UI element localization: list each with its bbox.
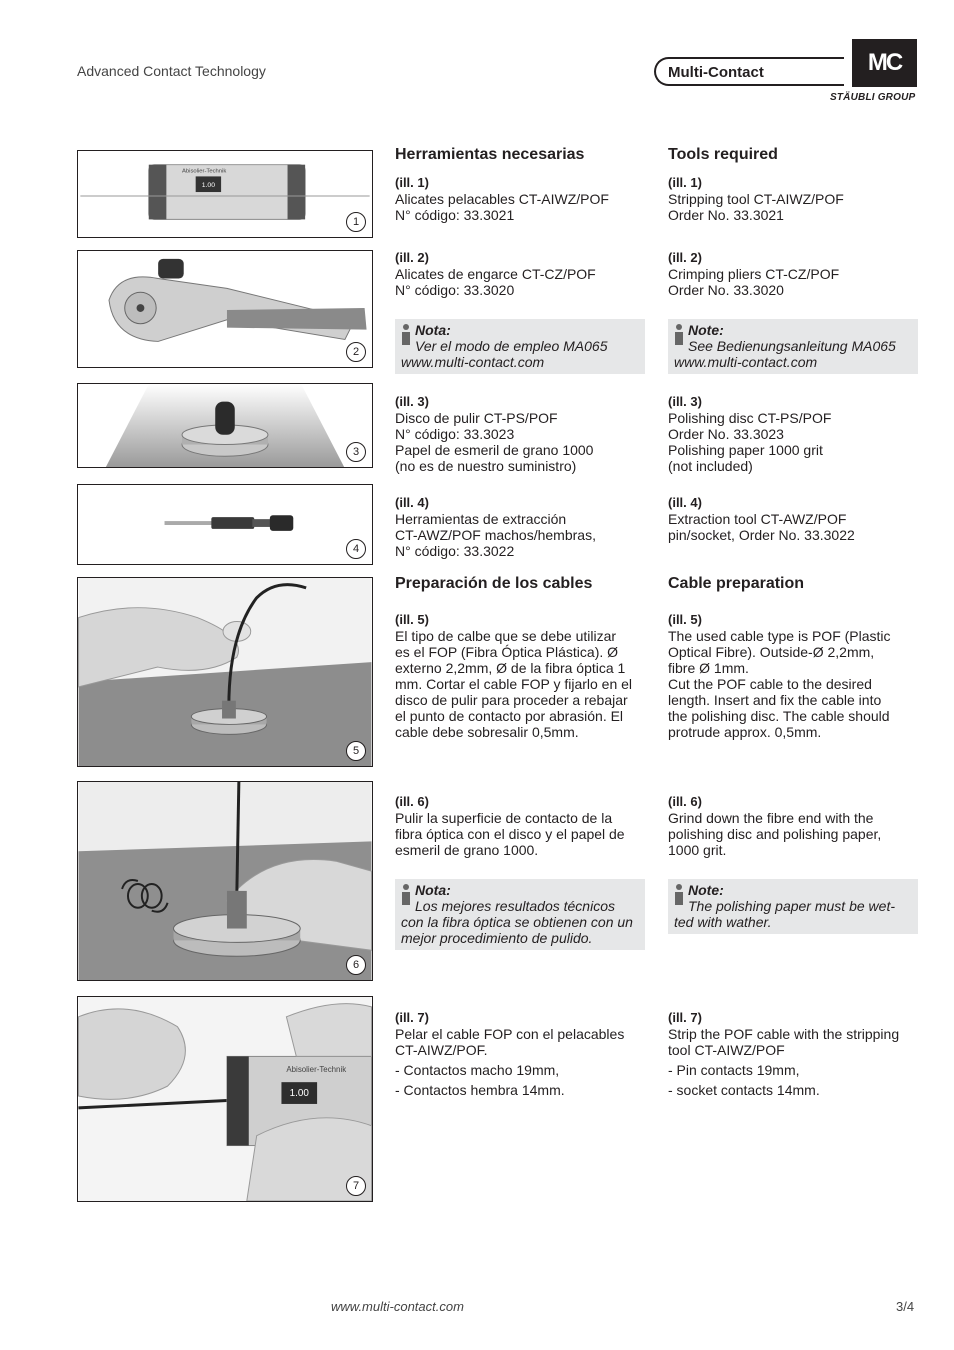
en-note2-line1: The polishing paper must be wet- — [688, 898, 895, 914]
figure-number: 1 — [346, 212, 366, 232]
en-note1-line2[interactable]: www.multi-contact.com — [674, 354, 818, 370]
en-ill1-label: (ill. 1) — [668, 175, 702, 190]
en-note-2 — [668, 879, 918, 934]
figure-3-polishing-disc — [77, 383, 373, 468]
en-ill7-label: (ill. 7) — [668, 1010, 702, 1025]
en-note2-title: Note: — [688, 882, 724, 898]
footer-url[interactable]: www.multi-contact.com — [331, 1299, 464, 1314]
es-note-1 — [395, 319, 645, 374]
en-ill2 — [668, 250, 918, 298]
stripping-tool-image — [78, 151, 372, 237]
es-note1-line1: Ver el modo de empleo MA065 — [415, 338, 608, 354]
figure-4-extraction-tool — [77, 484, 373, 565]
en-ill4-text: Extraction tool CT-AWZ/POF pin/socket, Order No. 33.3022 — [668, 511, 855, 543]
info-icon — [401, 324, 411, 346]
en-ill6-text: Grind down the fibre end with the polishing disc and polishing paper, 1000 grit. — [668, 810, 882, 858]
es-ill3 — [395, 394, 645, 474]
en-note1-line1: See Bedienungsanleitung MA065 — [688, 338, 896, 354]
polishing-disc-image — [78, 384, 372, 467]
es-ill5-label: (ill. 5) — [395, 612, 429, 627]
group-name: STÄUBLI GROUP — [830, 92, 916, 103]
es-ill2-text: Alicates de engarce CT-CZ/POF N° código: 33.3020 — [395, 266, 596, 298]
en-cable-heading: Cable preparation — [668, 575, 805, 592]
en-note2-line2: ted with wather. — [674, 914, 772, 930]
stripping-image — [78, 997, 372, 1201]
es-ill1-text: Alicates pelacables CT-AIWZ/POF N° código: 33.3021 — [395, 191, 609, 223]
en-ill3 — [668, 394, 918, 474]
es-note2-line1: Los mejores resultados técnicos — [415, 898, 615, 914]
en-ill7-item-1: - Pin contacts 19mm, — [668, 1062, 800, 1078]
es-ill4 — [395, 495, 645, 559]
brand-name: Multi-Contact — [654, 57, 844, 86]
en-ill5-label: (ill. 5) — [668, 612, 702, 627]
es-ill3-label: (ill. 3) — [395, 394, 429, 409]
en-ill4 — [668, 495, 918, 543]
gauge-label: 1.00 — [289, 1088, 309, 1100]
figure-number: 6 — [346, 955, 366, 975]
es-ill2-label: (ill. 2) — [395, 250, 429, 265]
es-note1-line2[interactable]: www.multi-contact.com — [401, 354, 545, 370]
en-ill1 — [668, 175, 918, 223]
gauge-label: 1.00 — [201, 182, 216, 190]
en-note1-title: Note: — [688, 322, 724, 338]
en-ill2-label: (ill. 2) — [668, 250, 702, 265]
info-icon — [674, 884, 684, 906]
page-number: 3/4 — [896, 1299, 915, 1314]
tool-brand-label: Abisolier-Technik — [286, 1065, 347, 1075]
en-ill4-label: (ill. 4) — [668, 495, 702, 510]
es-ill1-label: (ill. 1) — [395, 175, 429, 190]
en-ill5 — [668, 612, 918, 740]
en-ill1-text: Stripping tool CT-AIWZ/POF Order No. 33.3021 — [668, 191, 844, 223]
figure-number: 3 — [346, 442, 366, 462]
figure-6-polishing — [77, 781, 373, 981]
en-ill3-text: Polishing disc CT-PS/POF Order No. 33.3023 Polishing paper 1000 grit (not included) — [668, 410, 832, 474]
info-icon — [674, 324, 684, 346]
figure-1-stripping-tool — [77, 150, 373, 238]
es-ill6 — [395, 794, 645, 858]
figure-number: 4 — [346, 539, 366, 559]
es-ill7-item-1: - Contactos macho 19mm, — [395, 1062, 560, 1078]
mc-logo: MC — [852, 39, 917, 87]
en-ill7-item-2: - socket contacts 14mm. — [668, 1082, 820, 1098]
en-ill2-text: Crimping pliers CT-CZ/POF Order No. 33.3020 — [668, 266, 840, 298]
es-ill5 — [395, 612, 645, 740]
en-tools-heading: Tools required — [668, 146, 778, 163]
en-ill7-text: Strip the POF cable with the stripping tool CT-AIWZ/POF — [668, 1026, 900, 1058]
extraction-tool-image — [78, 485, 372, 564]
en-note-1 — [668, 319, 918, 374]
es-ill1 — [395, 175, 645, 223]
es-note1-title: Nota: — [415, 322, 451, 338]
en-ill3-label: (ill. 3) — [668, 394, 702, 409]
tool-brand-label: Abisolier-Technik — [182, 168, 227, 175]
cable-insertion-image — [78, 578, 372, 766]
header-tagline: Advanced Contact Technology — [77, 63, 266, 79]
figure-number: 7 — [346, 1176, 366, 1196]
es-ill7-text: Pelar el cable FOP con el pelacables CT-AIWZ/POF. — [395, 1026, 625, 1058]
crimping-pliers-image — [78, 251, 372, 367]
es-note-2 — [395, 879, 645, 950]
es-tools-heading: Herramientas necesarias — [395, 146, 585, 163]
es-ill3-text: Disco de pulir CT-PS/POF N° código: 33.3023 Papel de esmeril de grano 1000 (no es de nuestro suministro) — [395, 410, 594, 474]
es-ill4-text: Herramientas de extracción CT-AWZ/POF machos/hembras, N° código: 33.3022 — [395, 511, 596, 559]
es-ill6-label: (ill. 6) — [395, 794, 429, 809]
info-icon — [401, 884, 411, 906]
en-ill6 — [668, 794, 918, 858]
es-cable-heading: Preparación de los cables — [395, 575, 593, 592]
es-ill5-text: El tipo de calbe que se debe utilizar es el FOP (Fibra Óptica Plástica). Ø externo 2,2mm, Ø de la fibra óptica 1 mm. Cortar el cable FOP y fijarlo en el disco de pulir para proceder a rebajar el punto de contacto por abrasión. El cable debe sobresalir 0,5mm. — [395, 628, 633, 740]
figure-2-crimping-pliers — [77, 250, 373, 368]
figure-number: 5 — [346, 741, 366, 761]
es-ill4-label: (ill. 4) — [395, 495, 429, 510]
en-ill6-label: (ill. 6) — [668, 794, 702, 809]
figure-5-cable-insertion — [77, 577, 373, 767]
polishing-image — [78, 782, 372, 980]
figure-7-stripping — [77, 996, 373, 1202]
figure-number: 2 — [346, 342, 366, 362]
en-ill7 — [668, 1010, 918, 1098]
es-ill6-text: Pulir la superficie de contacto de la fibra óptica con el disco y el papel de esmeril de grano 1000. — [395, 810, 625, 858]
es-ill2 — [395, 250, 645, 298]
es-note2-line2: con la fibra óptica se obtienen con un mejor procedimiento de pulido. — [401, 914, 633, 946]
es-ill7-item-2: - Contactos hembra 14mm. — [395, 1082, 565, 1098]
es-ill7 — [395, 1010, 645, 1098]
es-note2-title: Nota: — [415, 882, 451, 898]
es-ill7-label: (ill. 7) — [395, 1010, 429, 1025]
en-ill5-text: The used cable type is POF (Plastic Optical Fibre). Outside-Ø 2,2mm, fibre Ø 1mm. Cut the POF cable to the desired length. Insert and fix the cable into the polishing disc. The cable should protrude approx. 0,5mm. — [668, 628, 891, 740]
